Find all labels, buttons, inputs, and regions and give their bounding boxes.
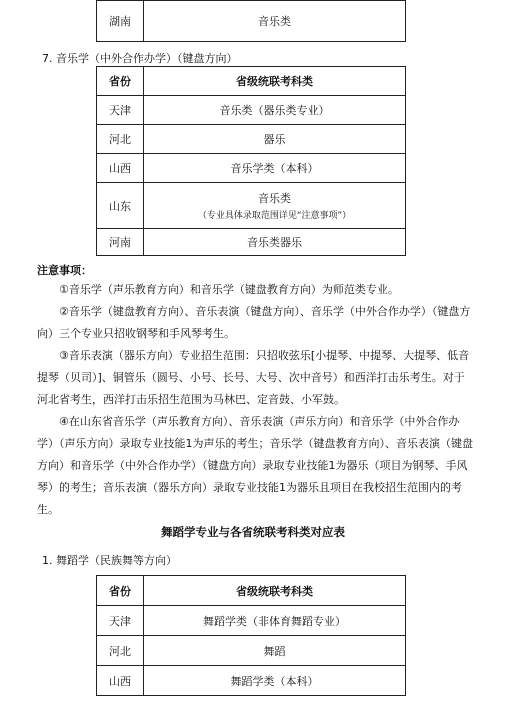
notes-title: 注意事项：	[37, 264, 92, 277]
music-table	[96, 66, 406, 256]
table-row	[97, 183, 406, 229]
province-cell: 河南	[97, 229, 144, 256]
province-cell: 河北	[97, 125, 144, 154]
table-row	[97, 1, 406, 42]
category-main: 音乐类	[258, 192, 291, 205]
note-item: ④在山东省音乐学（声乐教育方向）、音乐表演（声乐方向）和音乐学（中外合作办学）（声乐方向）录取专业技能1为声乐的考生；音乐学（键盘教育方向）、音乐表演（键盘方向）和音乐学（中外合作办学）（键盘方向）录取专业技能1为器乐（项目为钢琴、手风琴）的考生；音乐表演（器乐方向）录取专业技能1为器乐且项目在我校招生范围内的考生。	[37, 415, 473, 516]
section-title: 7. 音乐学（中外合作办学）（键盘方向）	[42, 52, 238, 65]
dance-table	[96, 575, 406, 696]
province-cell: 天津	[97, 96, 144, 125]
table-row	[97, 96, 406, 125]
category-cell: 舞蹈	[144, 636, 406, 666]
province-cell: 山西	[97, 666, 144, 696]
table-row	[97, 154, 406, 183]
header-province: 省份	[97, 67, 144, 96]
province-cell: 山东	[97, 183, 144, 229]
top-table	[96, 0, 406, 42]
category-cell: 音乐类（器乐类专业）	[144, 96, 406, 125]
table-header-row	[97, 67, 406, 96]
note-item: ②音乐学（键盘教育方向）、音乐表演（键盘方向）、音乐学（中外合作办学）（键盘方向）三个专业只招收钢琴和手风琴考生。	[37, 305, 471, 340]
table-header-row	[97, 576, 406, 606]
table-row	[97, 666, 406, 696]
dance-heading: 舞蹈学专业与各省统联考科类对应表	[161, 525, 345, 539]
table-row	[97, 229, 406, 256]
header-category: 省级统联考科类	[144, 576, 406, 606]
province-cell: 河北	[97, 636, 144, 666]
category-cell: 音乐类器乐	[144, 229, 406, 256]
category-cell: 音乐类	[144, 1, 406, 42]
note-item: ①音乐学（声乐教育方向）和音乐学（键盘教育方向）为师范类专业。	[59, 283, 399, 296]
province-cell: 山西	[97, 154, 144, 183]
category-cell: 器乐	[144, 125, 406, 154]
category-cell: 舞蹈学类（本科）	[144, 666, 406, 696]
notes-body	[37, 279, 473, 521]
category-cell: 舞蹈学类（非体育舞蹈专业）	[144, 606, 406, 636]
note-item: ③音乐表演（器乐方向）专业招生范围：只招收弦乐[小提琴、中提琴、大提琴、低音提琴（贝司）]、铜管乐（圆号、小号、长号、大号、次中音号）和西洋打击乐考生。对于河北省考生，西洋打击乐招生范围为马林巴、定音鼓、小军鼓。	[37, 349, 470, 406]
category-cell: 音乐学类（本科）	[144, 154, 406, 183]
header-category: 省级统联考科类	[144, 67, 406, 96]
table-row	[97, 636, 406, 666]
header-province: 省份	[97, 576, 144, 606]
category-cell	[144, 183, 406, 229]
table-row	[97, 606, 406, 636]
province-cell: 天津	[97, 606, 144, 636]
category-note: （专业具体录取范围详见“注意事项”）	[197, 211, 352, 221]
province-cell: 湖南	[97, 1, 144, 42]
section-title: 1. 舞蹈学（民族舞等方向）	[42, 554, 177, 567]
table-row	[97, 125, 406, 154]
